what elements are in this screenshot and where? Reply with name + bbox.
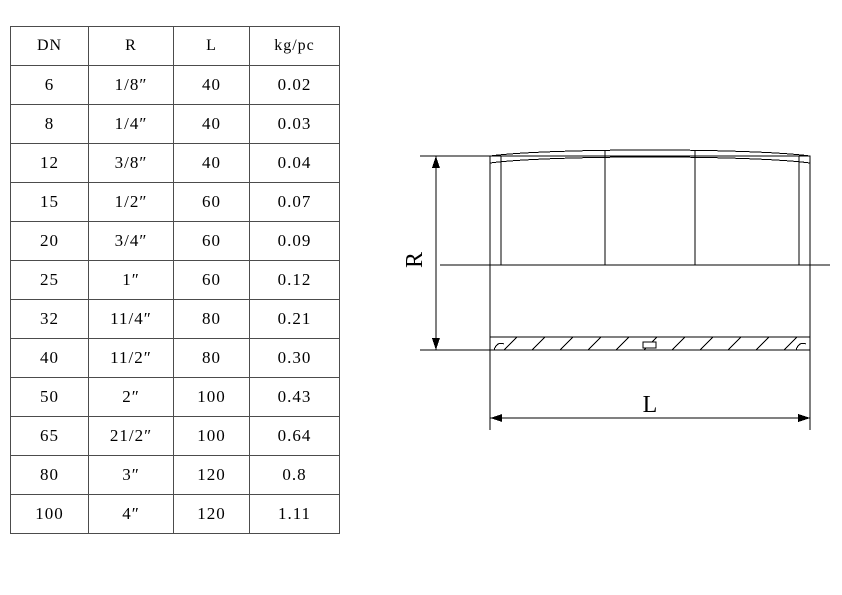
table-row [11, 456, 340, 495]
cell-dn: 20 [11, 222, 89, 261]
cell-dn: 6 [11, 66, 89, 105]
cell-kgpc: 0.03 [250, 105, 340, 144]
cell-l: 80 [174, 300, 250, 339]
technical-drawing [400, 120, 830, 460]
cell-r: 2″ [89, 378, 174, 417]
column-header-kgpc: kg/pc [250, 27, 340, 66]
cell-l: 40 [174, 105, 250, 144]
specification-table [10, 26, 340, 534]
cell-dn: 65 [11, 417, 89, 456]
cell-l: 100 [174, 417, 250, 456]
cell-r: 1/2″ [89, 183, 174, 222]
cell-kgpc: 0.02 [250, 66, 340, 105]
cell-kgpc: 0.07 [250, 183, 340, 222]
cell-l: 40 [174, 144, 250, 183]
cell-dn: 12 [11, 144, 89, 183]
cell-r: 3″ [89, 456, 174, 495]
cell-kgpc: 0.12 [250, 261, 340, 300]
cell-l: 60 [174, 222, 250, 261]
dim-arrow-l-left [490, 414, 502, 422]
table-row [11, 105, 340, 144]
cell-kgpc: 0.64 [250, 417, 340, 456]
cell-kgpc: 0.04 [250, 144, 340, 183]
cell-kgpc: 0.21 [250, 300, 340, 339]
table-row [11, 183, 340, 222]
cell-dn: 50 [11, 378, 89, 417]
cell-l: 60 [174, 183, 250, 222]
thread-notch-detail [643, 342, 656, 348]
spec-table-container [10, 26, 340, 534]
table-row [11, 495, 340, 534]
thread-end-detail-right [796, 343, 806, 350]
table-row [11, 378, 340, 417]
table-row [11, 222, 340, 261]
table-row [11, 417, 340, 456]
cell-kgpc: 0.43 [250, 378, 340, 417]
cell-l: 120 [174, 495, 250, 534]
cell-kgpc: 0.30 [250, 339, 340, 378]
column-header-r: R [89, 27, 174, 66]
cell-r: 4″ [89, 495, 174, 534]
table-row [11, 339, 340, 378]
cell-l: 80 [174, 339, 250, 378]
dim-arrow-r-top [432, 156, 440, 168]
table-row [11, 66, 340, 105]
cell-l: 40 [174, 66, 250, 105]
dimension-label-l: L [642, 392, 658, 418]
fitting-outer-body [490, 156, 810, 350]
cell-r: 11/4″ [89, 300, 174, 339]
dim-arrow-r-bottom [432, 338, 440, 350]
cell-r: 11/2″ [89, 339, 174, 378]
table-row [11, 144, 340, 183]
cell-dn: 15 [11, 183, 89, 222]
cell-l: 100 [174, 378, 250, 417]
cell-kgpc: 0.8 [250, 456, 340, 495]
cell-r: 1″ [89, 261, 174, 300]
cell-kgpc: 0.09 [250, 222, 340, 261]
cell-l: 60 [174, 261, 250, 300]
cell-r: 3/4″ [89, 222, 174, 261]
cell-dn: 25 [11, 261, 89, 300]
table-row [11, 261, 340, 300]
cell-dn: 40 [11, 339, 89, 378]
cell-r: 21/2″ [89, 417, 174, 456]
cell-dn: 100 [11, 495, 89, 534]
pipe-cap-drawing-svg [400, 120, 830, 460]
cell-dn: 80 [11, 456, 89, 495]
cell-dn: 8 [11, 105, 89, 144]
table-row [11, 300, 340, 339]
cell-r: 1/4″ [89, 105, 174, 144]
cell-r: 3/8″ [89, 144, 174, 183]
column-header-dn: DN [11, 27, 89, 66]
cell-l: 120 [174, 456, 250, 495]
column-header-l: L [174, 27, 250, 66]
cell-dn: 32 [11, 300, 89, 339]
cell-kgpc: 1.11 [250, 495, 340, 534]
fitting-top-taper [490, 150, 810, 156]
cell-r: 1/8″ [89, 66, 174, 105]
thread-end-detail-left [494, 343, 504, 350]
table-header-row [11, 27, 340, 66]
dimension-label-r: R [402, 251, 428, 269]
dim-arrow-l-right [798, 414, 810, 422]
fitting-top-taper-inner [490, 157, 810, 163]
